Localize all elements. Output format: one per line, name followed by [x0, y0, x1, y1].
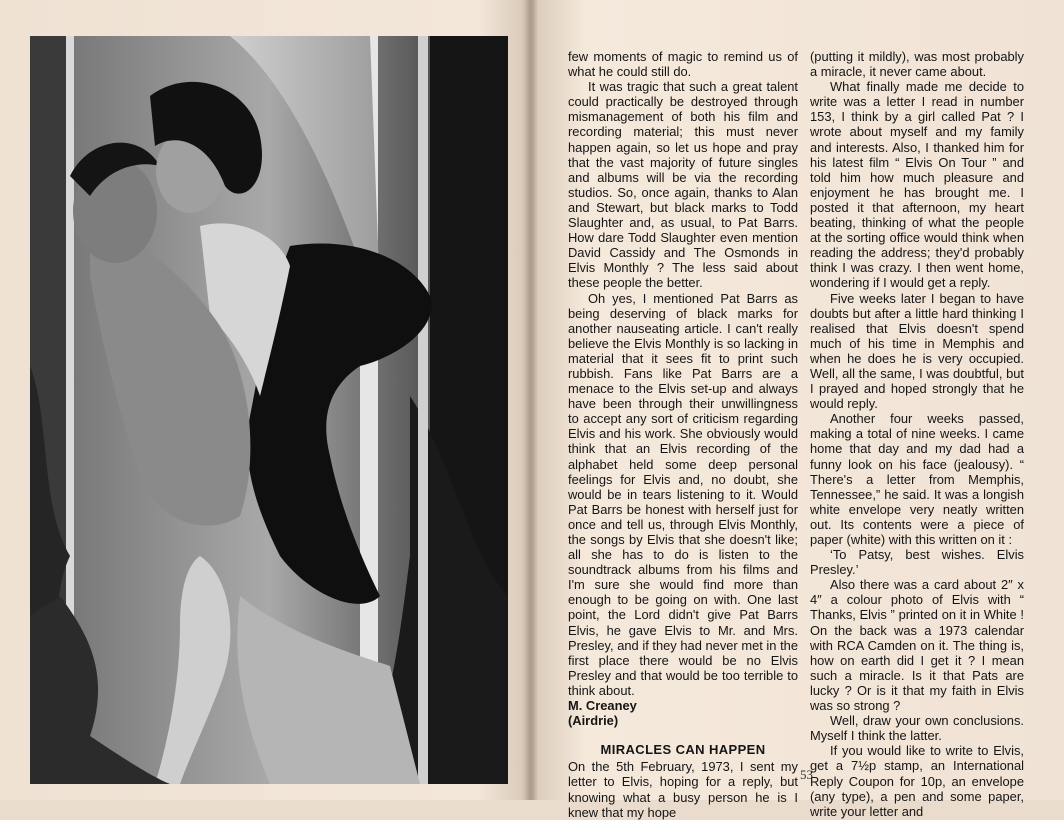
paragraph: few moments of magic to remind us of what he could still do.	[568, 49, 798, 80]
paragraph: It was tragic that such a great talent could practically be destroyed through mismanagement of both his film and recording material; this must never happen again, so let us hope and pray that the vast majority of future singles and albums will be via the recording studios. So, once again, thanks to Alan and Stewart, but black marks to Todd Slaughter and, as usual, to Pat Barrs. How dare Todd Slaughter even mention David Cassidy and The Osmonds in Elvis Monthly ? The less said about these people the better.	[568, 79, 798, 291]
paragraph: Well, draw your own conclusions. Myself I think the latter.	[810, 713, 1024, 744]
article-heading: MIRACLES CAN HAPPEN	[600, 742, 766, 758]
paragraph: (putting it mildly), was most probably a miracle, it never came about.	[810, 49, 1024, 80]
paragraph: On the 5th February, 1973, I sent my letter to Elvis, hoping for a reply, but knowing what a busy person he is I knew that my hope	[568, 759, 798, 820]
signature-place: (Airdrie)	[568, 713, 619, 729]
paragraph: If you would like to write to Elvis, get a 7½p stamp, an International Reply Coupon for 10p, an envelope (any type), a pen and some paper, write your letter and	[810, 743, 1024, 819]
page-gutter	[522, 0, 538, 800]
paragraph: Oh yes, I mentioned Pat Barrs as being deserving of black marks for another nauseating article. I can't really believe the Elvis Monthly is so lacking in material that it sees fit to print such rubbish. Fans like Pat Barrs are a menace to the Elvis set-up and always have been through their unwillingness to accept any sort of criticism regarding Elvis and his work. She obviously would think that an Elvis recording of the alphabet held some deep personal feelings for Elvis and, no doubt, she would be in tears listening to it. Would Pat Barrs be honest with herself just for once and tell us, through Elvis Monthly, the songs by Elvis that she doesn't like; all she has to do is listen to the soundtrack albums from his films and I'm sure she would find more than enough to be going on with. One last point, the Lord didn't give Pat Barrs Elvis, he gave Elvis to Mr. and Mrs. Presley, and if they had never met in the first place there would be no Elvis Presley and that would be too terrible to think about.	[568, 290, 798, 698]
paragraph: Also there was a card about 2″ x 4″ a colour photo of Elvis with “ Thanks, Elvis ” printed on it in White ! On the back was a 1973 calendar with RCA Camden on it. The thing is, how on earth did I get it ? I mean such a miracle. Is it that Pats are lucky ? Or is it that my faith in Elvis was so strong ?	[810, 577, 1024, 714]
paragraph: Another four weeks passed, making a total of nine weeks. I came home that day and my dad had a funny look on his face (jealousy). “ There's a letter from Memphis, Tennessee,” he said. It was a longish white envelope very neatly written out. Its contents were a piece of paper (white) with this written on it :	[810, 411, 1024, 547]
paragraph: ‘To Patsy, best wishes. Elvis Presley.’	[810, 547, 1024, 578]
signature-name: M. Creaney	[568, 698, 637, 714]
page-number: 53	[800, 767, 813, 782]
elvis-photo	[30, 36, 508, 784]
paragraph: Five weeks later I began to have doubts but after a little hard thinking I realised that Elvis doesn't spend much of his time in Memphis and when he does he is very occupied. Well, all the same, I was doubtful, but I prayed and hoped strongly that he would reply.	[810, 290, 1024, 412]
text-column-right	[810, 49, 1024, 819]
paragraph: What finally made me decide to write was a letter I read in number 153, I think by a girl called Pat ? I wrote about myself and my family and interests. Also, I thanked him for his latest film “ Elvis On Tour ” and told him how much pleasure and enjoyment he has brought me. I posted it that afternoon, my heart beating, thinking of what the people at the sorting office would think when reading the address; they'd probably think I was crazy. I then went home, wondering if I would get a reply.	[810, 79, 1024, 291]
text-column-left	[568, 49, 798, 820]
